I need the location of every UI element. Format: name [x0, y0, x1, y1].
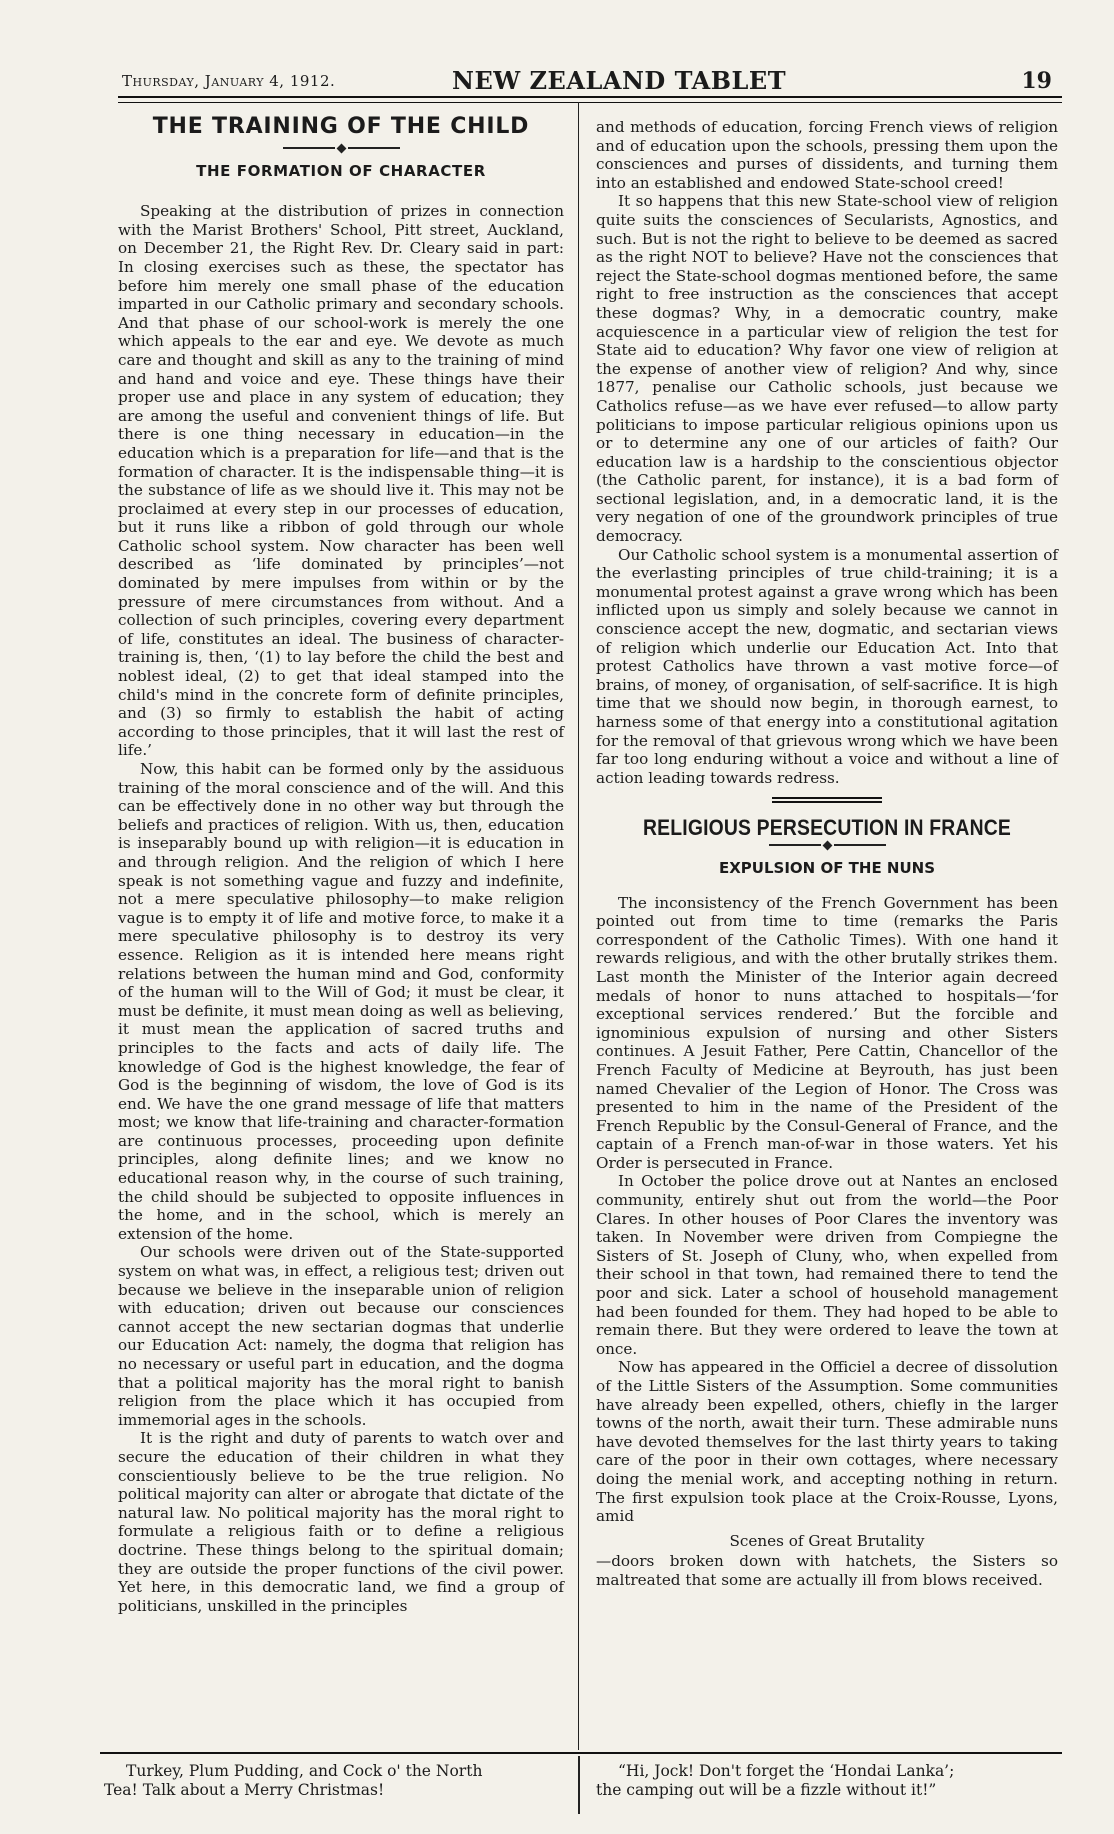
column-divider [578, 102, 579, 1750]
section-heading-brutality: Scenes of Great Brutality [729, 1531, 925, 1550]
header-rule [118, 96, 1062, 103]
ornament-divider [118, 145, 564, 152]
paragraph-continued: and methods of education, forcing French views of religion and of education upon the schools, pressing them upon the consciences and purses of dissidents, and turning them into an established and endowed State-school creed! [596, 118, 1058, 192]
ornament-divider [596, 842, 1058, 849]
right-column [596, 118, 1058, 1590]
masthead-title: NEW ZEALAND TABLET [452, 66, 787, 95]
paragraph: Our schools were driven out of the State-supported system on what was, in effect, a religious test; driven out because we believe in the inseparable union of religion with education; driven out because our consciences cannot accept the new sectarian dogmas that underlie our Education Act: namely, the dogma that religion has no necessary or useful part in education, and the dogma that a political majority has the moral right to banish religion from the place which it has occupied from immemorial ages in the schools. [118, 1243, 564, 1429]
footer-rule [100, 1752, 1062, 1757]
paragraph: Speaking at the distribution of prizes in connection with the Marist Brothers' School, Pitt street, Auckland, on December 21, the Right Rev. Dr. Cleary said in part: In closing exercises such as these, the spectator has before him merely one small phase of the education imparted in our Catholic primary and secondary schools. And that phase of our school-work is merely the one which appeals to the ear and eye. We devote as much care and thought and skill as any to the training of mind and hand and voice and eye. These things have their proper use and place in any system of education; they are among the useful and convenient things of life. But there is one thing necessary in education—in the education which is a preparation for life—and that is the formation of character. It is the indispensable thing—it is the substance of life as we should live it. This may not be proclaimed at every step in our processes of education, but it runs like a ribbon of gold through our whole Catholic school system. Now character has been well described as ‘life dominated by principles’—not dominated by mere impulses from within or by the pressure of mere circumstances from without. And a collection of such principles, covering every department of life, constitutes an ideal. The business of character-training is, then, ‘(1) to lay before the child the best and noblest ideal, (2) to get that ideal stamped into the child's mind in the concrete form of definite principles, and (3) so firmly to establish the habit of acting according to those principles, that it will last the rest of life.’ [118, 202, 564, 760]
paragraph: The inconsistency of the French Government has been pointed out from time to time (remarks the Paris correspondent of the Catholic Times). With one hand it rewards religious, and with the other brutally strikes them. Last month the Minister of the Interior again decreed medals of honor to nuns attached to hospitals—‘for exceptional services rendered.’ But the forcible and ignominious expulsion of nursing and other Sisters continues. A Jesuit Father, Pere Cattin, Chancellor of the French Faculty of Medicine at Beyrouth, has just been named Chevalier of the Legion of Honor. The Cross was presented to him in the name of the President of the French Republic by the Consul-General of France, and the captain of a French man-of-war in those waters. Yet his Order is persecuted in France. [596, 893, 1058, 1172]
paragraph: Now has appeared in the Officiel a decree of dissolution of the Little Sisters of the Assumption. Some communities have already been expelled, others, chiefly in the larger towns of the north, await their turn. These admirable nuns have devoted themselves for the last thirty years to taking care of the poor in their own cottages, where necessary doing the menial work, and accepting nothing in return. The first expulsion took place at the Croix-Rousse, Lyons, amid [596, 1358, 1058, 1526]
paragraph: Now, this habit can be formed only by the assiduous training of the moral conscience and of the will. And this can be effectively done in no other way but through the beliefs and practices of religion. With us, then, education is inseparably bound up with religion—it is education in and through religion. And the religion of which I here speak is not something vague and fuzzy and indefinite, not a mere speculative philosophy—to make religion vague is to empty it of life and motive force, to make it a mere speculative philosophy is to destroy its very essence. Religion as it is intended here means right relations between the human mind and God, conformity of the human will to the Will of God; it must be clear, it must be definite, it must mean doing as well as believing, it must mean the application of sacred truths and principles to the facts and acts of daily life. The knowledge of God is the highest knowledge, the fear of God is the beginning of wisdom, the love of God is its end. We have the one grand message of life that matters most; we know that life-training and character-formation are continuous processes, proceeding upon definite principles, along definite lines; and we know no educational reason why, in the course of such training, the child should be subjected to opposite influences in the home, and in the school, which is merely an extension of the home. [118, 760, 564, 1243]
footer-divider [578, 1756, 580, 1814]
issue-date: Thursday, January 4, 1912. [122, 72, 336, 90]
advert-right [596, 1762, 1062, 1800]
article-separator [772, 797, 882, 803]
page-number: 19 [1021, 68, 1052, 94]
paragraph: In October the police drove out at Nantes an enclosed community, entirely shut out from the world—the Poor Clares. In other houses of Poor Clares the inventory was taken. In November were driven from Compiegne the Sisters of St. Joseph of Cluny, who, when expelled from their school in that town, had remained there to tend the poor and sick. Later a school of household management had been founded for them. They had hoped to be able to remain there. But they were ordered to leave the town at once. [596, 1172, 1058, 1358]
paragraph: Our Catholic school system is a monumental assertion of the everlasting principles of true child-training; it is a monumental protest against a grave wrong which has been inflicted upon us simply and solely because we cannot in conscience accept the new, dogmatic, and sectarian views of religion which underlie our Education Act. Into that protest Catholics have thrown a vast motive force—of brains, of money, of organisation, of self-sacrifice. It is high time that we should now begin, in thorough earnest, to harness some of that energy into a constitutional agitation for the removal of that grievous wrong which we have been far too long enduring without a voice and without a line of action leading towards redress. [596, 545, 1058, 787]
advert-line: “Hi, Jock! Don't forget the ‘Hondai Lanka’; [618, 1762, 955, 1780]
advert-left [104, 1762, 566, 1800]
left-column [118, 114, 564, 1615]
article-title-training: THE TRAINING OF THE CHILD [152, 114, 530, 139]
advert-line: Turkey, Plum Pudding, and Cock o' the North [126, 1762, 483, 1780]
paragraph: —doors broken down with hatchets, the Sisters so maltreated that some are actually ill from blows received. [596, 1552, 1058, 1589]
article-subtitle-expulsion: EXPULSION OF THE NUNS [718, 858, 936, 877]
paragraph: It so happens that this new State-school view of religion quite suits the consciences of Secularists, Agnostics, and such. But is not the right to believe to be deemed as sacred as the right NOT to believe? Have not the consciences that reject the State-school dogmas mentioned before, the same right to free instruction as the consciences that accept these dogmas? Why, in a democratic country, make acquiescence in a particular view of religion the test for State aid to education? Why favor one view of religion at the expense of another view of religion? And why, since 1877, penalise our Catholic schools, just because we Catholics refuse—as we have ever refused—to allow party politicians to impose particular religious opinions upon us or to determine any one of our articles of faith? Our education law is a hardship to the conscientious objector (the Catholic parent, for instance), it is a bad form of sectional legislation, and, in a democratic land, it is the very negation of one of the groundwork principles of true democracy. [596, 192, 1058, 546]
advert-line: the camping out will be a fizzle without it!” [596, 1781, 937, 1799]
article-title-persecution: RELIGIOUS PERSECUTION IN FRANCE [643, 815, 1011, 841]
page-header [122, 66, 1062, 98]
advert-line: Tea! Talk about a Merry Christmas! [104, 1781, 385, 1799]
article-subtitle-character: THE FORMATION OF CHARACTER [196, 161, 486, 180]
paragraph: It is the right and duty of parents to watch over and secure the education of their children in what they conscientiously believe to be the true religion. No political majority can alter or abrogate that dictate of the natural law. No political majority has the moral right to formulate a religious faith or to define a religious doctrine. These things belong to the spiritual domain; they are outside the proper functions of the civil power. Yet here, in this democratic land, we find a group of politicians, unskilled in the principles [118, 1429, 564, 1615]
